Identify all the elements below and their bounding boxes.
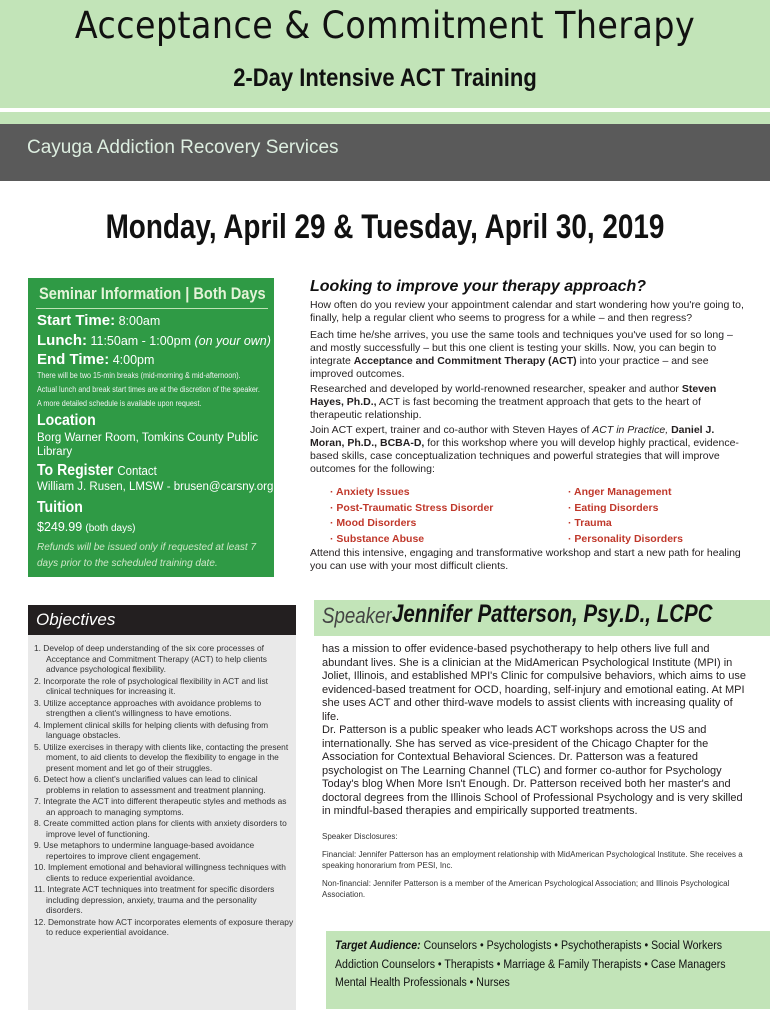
audience-line-1-text: Counselors • Psychologists • Psychotherapists • Social Workers (423, 940, 723, 952)
nonfinancial-disclosure: Non-financial: Jennifer Patterson is a member of the American Psychological Association; and Illinois Psychological Association. (322, 879, 730, 899)
list-item: 10. Implement emotional and behavioral willingness techniques with clients to reduce experiential avoidance. (34, 862, 286, 883)
register-contact[interactable]: William J. Rusen, LMSW - brusen@carsny.org (37, 481, 274, 493)
register-heading (37, 462, 157, 480)
speaker-bio-2: Dr. Patterson is a public speaker who leads ACT workshops across the US and internationally. She has served as vice-president of the Chicago Chapter for the Association for Contextual Behavioral Sciences. Dr. Patterson was a featured psychologist on The Learning Channel (TLC) and former co-author for Psychology Today's blog When More Isn't Enough. Dr. Patterson received both her master's and doctoral degrees from the Illinois School of Professional Psychology and is very skilled in mindful-based therapies and empirically supported treatments. (322, 724, 743, 817)
location-heading: Location (37, 412, 96, 429)
audience-line-1 (335, 940, 722, 952)
intro-paragraph-3 (310, 383, 748, 422)
intro-p2-bold: Acceptance and Commitment Therapy (ACT) (353, 355, 577, 367)
objectives-list (34, 643, 294, 939)
tuition-heading: Tuition (37, 499, 83, 516)
objectives-header (28, 605, 296, 635)
list-item: · Trauma (568, 517, 612, 529)
end-time (37, 351, 154, 368)
intro-p2-text: Each time he/she arrives, you use the same tools and techniques you've used for so long – and mostly successfully – but this one client is testing your skills. Now, you can begin to integrate (310, 329, 733, 367)
condition-list-left (330, 485, 493, 547)
intro-p3-text: Researched and developed by world-renowned researcher, speaker and author (310, 383, 682, 395)
lunch-value: 11:50am - 1:00pm (90, 334, 192, 348)
list-item: · Personality Disorders (568, 532, 683, 545)
intro-p3-bold: Steven Hayes, Ph.D., (310, 383, 717, 408)
list-item: 7. Integrate the ACT into different therapeutic styles and methods as an approach to managing symptoms. (34, 796, 287, 817)
financial-disclosure: Financial: Jennifer Patterson has an employment relationship with MidAmerican Psychological Institute. She receives a speaking honorarium from PESI, Inc. (322, 850, 743, 870)
tuition-value: $249.99 (37, 520, 83, 534)
list-item: 11. Integrate ACT techniques into treatment for specific disorders including depression, anxiety, trauma and the personality disorders. (34, 884, 275, 915)
refund-policy: Refunds will be issued only if requested at least 7 days prior to the scheduled training date. (37, 542, 257, 569)
list-item: 3. Utilize acceptance approaches with avoidance problems to strengthen a client's willingness to have emotions. (34, 697, 262, 718)
target-audience-box (326, 931, 770, 1009)
intro-paragraph-1: How often do you review your appointment calendar and start wondering how you're going to, finally, help a regular client who seems to progress for a while – and then regress? (310, 299, 744, 324)
intro-p4-bold: Daniel J. Moran, Ph.D., BCBA-D, (310, 424, 715, 449)
intro-paragraph-4 (310, 424, 748, 476)
location-line-2: Library (37, 446, 73, 458)
list-item: 6. Detect how a client's unclarified values can lead to clinical problems in relation to assessment and treatment planning. (34, 774, 266, 795)
break-note: There will be two 15-min breaks (mid-morning & mid-afternoon). (37, 371, 241, 380)
list-item: · Post-Traumatic Stress Disorder (330, 501, 494, 514)
tuition-note: (both days) (85, 523, 136, 534)
register-heading-text: To Register (37, 462, 114, 479)
intro-p2-end: into your practice – and see improved outcomes. (310, 355, 709, 380)
header-banner (0, 0, 770, 108)
list-item: 5. Utilize exercises in therapy with clients like, contacting the present moment, to aid clients to develop the flexibility to engage in the present moment and let go of their struggles. (34, 741, 289, 773)
list-item: · Eating Disorders (568, 501, 659, 514)
speaker-name: Jennifer Patterson, Psy.D., LCPC (392, 600, 713, 628)
lunch-time (37, 332, 271, 349)
audience-line-2: Addiction Counselors • Therapists • Marriage & Family Therapists • Case Managers (335, 959, 726, 971)
condition-list-right (568, 485, 683, 547)
list-item: · Mood Disorders (330, 517, 417, 529)
disclosures-heading: Speaker Disclosures: (322, 832, 398, 841)
intro-paragraph-2 (310, 329, 748, 381)
start-time (37, 312, 160, 329)
start-time-label: Start Time: (37, 312, 116, 329)
list-item: 8. Create committed action plans for clients with anxiety disorders to improve level of functioning. (34, 818, 287, 839)
end-time-label: End Time: (37, 351, 110, 368)
list-item: 12. Demonstrate how ACT incorporates elements of exposure therapy to reduce experiential avoidance. (34, 916, 294, 937)
speaker-label: Speaker (322, 603, 392, 628)
speaker-bio-1: has a mission to offer evidence-based psychotherapy to help others live full and abundant lives. She is a clinician at the MidAmerican Psychological Institute (MPI) in Joliet, Illinois, and established MPI's Clinic for compulsive behaviors, which aims to use evidenced-based treatment for OCD, hoarding, self-injury and emotional eating. At MPI she uses ACT and other third-wave models to assist clients with increasing quality of life. (322, 643, 746, 723)
speaker-header (314, 600, 770, 636)
register-label: Contact (117, 463, 157, 478)
start-time-value: 8:00am (118, 314, 161, 328)
page-subtitle: 2-Day Intensive ACT Training (233, 64, 537, 92)
organization-name: Cayuga Addiction Recovery Services (27, 137, 339, 158)
intro-p3-end: ACT is fast becoming the treatment approach that gets to the heart of therapeutic relationship. (310, 396, 701, 421)
location-line-1: Borg Warner Room, Tomkins County Public (37, 432, 259, 444)
page-title: Acceptance & Commitment Therapy (74, 4, 696, 47)
list-item: · Substance Abuse (330, 532, 425, 545)
lunch-label: Lunch: (37, 332, 87, 349)
list-item: · Anger Management (568, 486, 672, 498)
list-item: 9. Use metaphors to undermine language-based avoidance repertoires to improve client engagement. (34, 840, 255, 861)
audience-line-3: Mental Health Professionals • Nurses (335, 977, 510, 989)
objectives-heading: Objectives (36, 610, 116, 629)
list-item: 4. Implement clinical skills for helping clients with defusing from language obstacles. (34, 719, 269, 740)
list-item: · Anxiety Issues (330, 486, 410, 498)
divider (36, 308, 268, 309)
list-item: 1. Develop of deep understanding of the six core processes of Acceptance and Commitment Therapy (ACT) to help clients advance psychological flexibility. (34, 643, 267, 674)
seminar-info-box (28, 278, 274, 577)
end-time-value: 4:00pm (112, 353, 155, 367)
lunch-note: (on your own) (194, 334, 271, 348)
audience-label: Target Audience: (335, 940, 421, 952)
schedule-note: A more detailed schedule is available upon request. (37, 399, 202, 408)
seminar-heading: Seminar Information | Both Days (39, 284, 266, 303)
lunch-break-note: Actual lunch and break start times are at the discretion of the speaker. (37, 385, 260, 394)
objectives-box (28, 605, 296, 1010)
intro-heading: Looking to improve your therapy approach? (310, 278, 647, 295)
intro-closing: Attend this intensive, engaging and transformative workshop and start a new path for healing you can use with your most difficult clients. (310, 547, 741, 572)
divider-band (0, 112, 770, 124)
tuition (37, 520, 135, 534)
intro-p4-italic: ACT in Practice, (592, 424, 669, 436)
intro-p4-end: for this workshop where you will develop highly practical, evidence-based skills, case conceptualization techniques and powerful strategies that will improve outcomes for the following: (310, 437, 739, 475)
event-date: Monday, April 29 & Tuesday, April 30, 2019 (105, 208, 665, 246)
list-item: 2. Incorporate the role of psychological flexibility in ACT and list clinical techniques for increasing it. (34, 675, 268, 696)
intro-p4-text: Join ACT expert, trainer and co-author with Steven Hayes of (310, 424, 593, 436)
